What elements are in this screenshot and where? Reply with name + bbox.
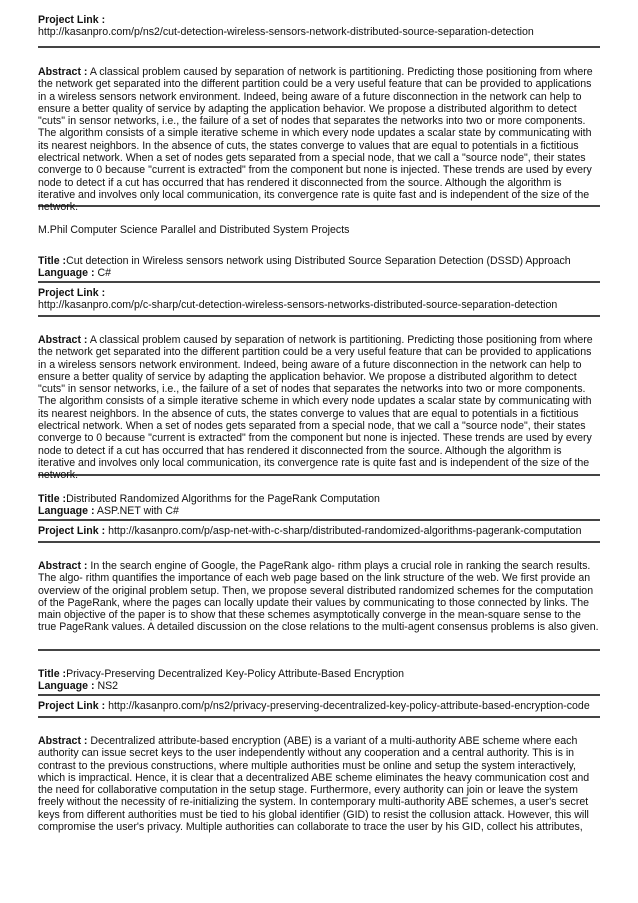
abstract-text: A classical problem caused by separation of network is partitioning. Predicting those positioning from where the network get separated into the different partition could be a very useful feature that can be provided to applications in a wireless sensors network environment. Indeed, being aware of a future disconnection in the network can help to ensure a better quality of service by adapting the application behavior. We propose a distributed algorithm to detect "cuts" in sensor networks, i.e., the failure of a set of nodes that separates the networks into two or more components. The algorithm consists of a simple iterative scheme in which every node updates a scalar state by communicating with its nearest neighbors. In the absence of cuts, the states converge to values that are equal to potentials in a fictitious electrical network. When a set of nodes gets separated from a special node, that we call a "source node", their states converge to 0 because "current is extracted" from the component but none is injected. These trends are used by every node to detect if a cut has occurred that has rendered it disconnected from the source. Although the algorithm is iterative and involves only local communication, its convergence rate is quite fast and is independent of the size of the network. xyxy=(38,66,593,214)
divider xyxy=(38,315,600,317)
abstract-block xyxy=(38,334,600,482)
divider xyxy=(38,694,600,696)
project-link-block xyxy=(38,700,600,714)
divider xyxy=(38,519,600,521)
abstract-label: Abstract : xyxy=(38,66,88,78)
abstract-block xyxy=(38,735,600,833)
project-title: Privacy-Preserving Decentralized Key-Policy Attribute-Based Encryption xyxy=(66,668,405,680)
project-language: NS2 xyxy=(97,680,119,693)
divider xyxy=(38,205,600,207)
divider xyxy=(38,474,600,476)
project-link-block xyxy=(38,14,600,44)
title-label: Title : xyxy=(38,668,67,680)
abstract-text: In the search engine of Google, the PageRank algo- rithm plays a crucial role in ranking the search results. The algo- rithm quantifies the importance of each web page based on the link structure of the web. We first provide an overview of the original problem setup. Then, we propose several distributed randomized schemes for the computation of the PageRank, where the pages can locally update their values by communicating to those connected by links. The main objective of the paper is to show that these schemes asymptotically converge in the mean-square sense to the true PageRank values. A detailed discussion on the close relations to the multi-agent consensus problems is also given. xyxy=(38,560,599,634)
project-language: C# xyxy=(97,267,112,280)
project-language: ASP.NET with C# xyxy=(96,505,179,518)
project-link-url[interactable]: http://kasanpro.com/p/ns2/cut-detection-wireless-sensors-network-distributed-source-separation-detection xyxy=(38,26,534,39)
project-title: Cut detection in Wireless sensors network using Distributed Source Separation Detection (DSSD) Approach xyxy=(66,255,571,267)
title-label: Title : xyxy=(38,255,67,267)
abstract-label: Abstract : xyxy=(38,560,88,572)
title-label: Title : xyxy=(38,493,67,505)
divider xyxy=(38,541,600,543)
title-language-block xyxy=(38,493,600,518)
abstract-text: A classical problem caused by separation of network is partitioning. Predicting those positioning from where the network get separated into the different partition could be a very useful feature that can be provided to applications in a wireless sensors network environment. Indeed, being aware of a future disconnection in the network can help to ensure a better quality of service by adapting the application behavior. We propose a distributed algorithm to detect "cuts" in sensor networks, i.e., the failure of a set of nodes that separates the networks into two or more components. The algorithm consists of a simple iterative scheme in which every node updates a scalar state by communicating with its nearest neighbors. In the absence of cuts, the states converge to values that are equal to potentials in a fictitious electrical network. When a set of nodes gets separated from a special node, that we call a "source node", their states converge to 0 because "current is extracted" from the component but none is injected. These trends are used by every node to detect if a cut has occurred that has rendered it disconnected from the source. Although the algorithm is iterative and involves only local communication, its convergence rate is quite fast and is independent of the size of the network. xyxy=(38,334,593,482)
divider xyxy=(38,649,600,651)
project-link-label: Project Link : xyxy=(38,14,106,26)
abstract-block xyxy=(38,66,600,214)
project-link-label: Project Link : xyxy=(38,700,106,712)
language-label: Language : xyxy=(38,267,95,280)
abstract-label: Abstract : xyxy=(38,334,88,346)
divider xyxy=(38,716,600,718)
abstract-block xyxy=(38,560,600,647)
project-link-url[interactable]: http://kasanpro.com/p/c-sharp/cut-detection-wireless-sensors-networks-distributed-source-separation-detection xyxy=(38,299,558,312)
title-language-block xyxy=(38,668,600,693)
section-heading: M.Phil Computer Science Parallel and Distributed System Projects xyxy=(38,224,350,236)
section-heading-block xyxy=(38,224,600,238)
divider xyxy=(38,46,600,48)
title-language-block xyxy=(38,255,600,280)
project-link-url[interactable]: http://kasanpro.com/p/ns2/privacy-preserving-decentralized-key-policy-attribute-based-encryption-code xyxy=(108,700,590,712)
project-link-label: Project Link : xyxy=(38,287,106,299)
language-label: Language : xyxy=(38,505,95,518)
project-link-block xyxy=(38,287,600,313)
project-link-block xyxy=(38,525,600,539)
document-page xyxy=(38,14,600,833)
language-label: Language : xyxy=(38,680,95,693)
divider xyxy=(38,281,600,283)
abstract-text: Decentralized attribute-based encryption (ABE) is a variant of a multi-authority ABE scheme where each authority can issue secret keys to the user independently without any cooperation and a central authority. This is in contrast to the previous constructions, where multiple authorities must be online and setup the system interactively, which is impractical. Hence, it is clear that a decentralized ABE scheme eliminates the heavy communication cost and the need for collaborative computation in the setup stage. Furthermore, every authority can join or leave the system freely without the necessity of re-initializing the system. In contemporary multi-authority ABE schemes, a user's secret keys from different authorities must be tied to his global identifier (GID) to resist the collusion attack. However, this will compromise the user's privacy. Multiple authorities can collaborate to trace the user by his GID, collect his attributes, xyxy=(38,735,590,834)
abstract-label: Abstract : xyxy=(38,735,88,747)
project-link-url[interactable]: http://kasanpro.com/p/asp-net-with-c-sharp/distributed-randomized-algorithms-pagerank-computation xyxy=(108,525,582,537)
project-title: Distributed Randomized Algorithms for the PageRank Computation xyxy=(66,493,380,505)
project-link-label: Project Link : xyxy=(38,525,106,537)
